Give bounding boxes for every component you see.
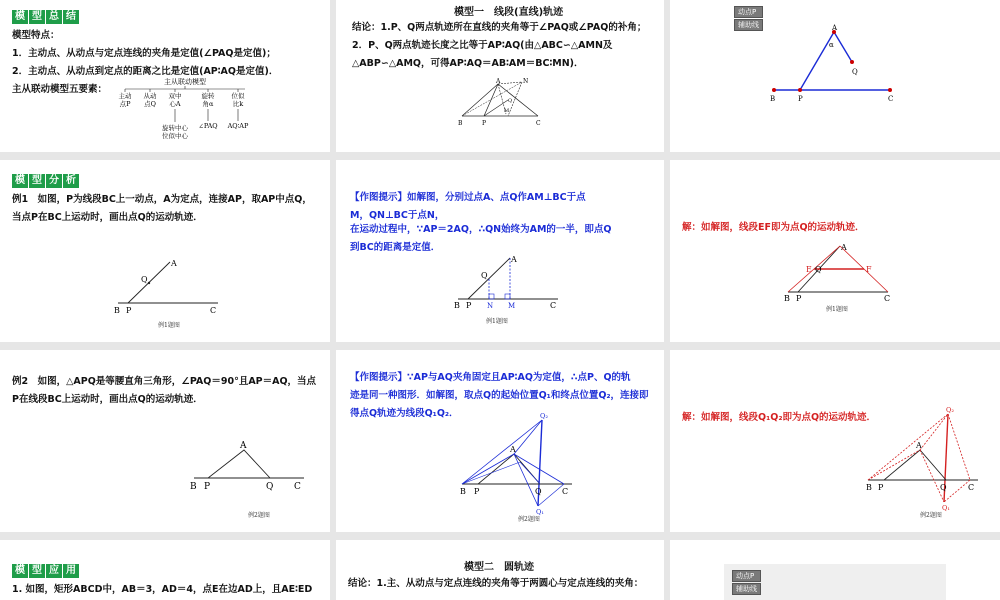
- svg-text:B: B: [866, 483, 872, 492]
- example-1-answer-figure: [784, 240, 894, 302]
- svg-text:C: C: [888, 95, 894, 103]
- example-2-text: 例2 如图，△APQ是等腰直角三角形，∠PAQ＝90°且AP＝AQ，当点: [12, 376, 317, 387]
- svg-text:B: B: [460, 487, 466, 496]
- svg-text:A: A: [510, 445, 516, 454]
- svg-text:A: A: [841, 243, 847, 252]
- slide-title: 模型一 线段(直线)轨迹: [454, 7, 564, 18]
- auxiliary-line-button[interactable]: 辅助线: [734, 19, 763, 31]
- svg-text:M: M: [504, 108, 510, 114]
- model-one-figure: [458, 78, 548, 128]
- figure-caption: 例1题图: [826, 306, 848, 313]
- svg-text:N: N: [523, 78, 529, 85]
- animation-buttons: [734, 6, 763, 31]
- figure-caption: 例2题图: [248, 512, 270, 519]
- features-label: 模型特点：: [12, 30, 60, 41]
- slide-model-one-animation: [670, 0, 1000, 152]
- svg-text:Q: Q: [266, 482, 274, 492]
- auxiliary-line-button[interactable]: 辅助线: [732, 583, 761, 595]
- tree-leaf-double-center: 双中: [168, 92, 182, 100]
- svg-text:A: A: [511, 255, 517, 264]
- figure-caption: 例1题图: [158, 322, 180, 329]
- svg-text:B: B: [458, 120, 463, 127]
- example-2-figure: [190, 436, 310, 494]
- tree-leaf-similarity-ratio: 位似: [231, 92, 245, 100]
- hint-line-4: 到BC的距离是定值．: [350, 242, 441, 253]
- svg-text:P: P: [204, 482, 211, 492]
- svg-text:E: E: [806, 265, 812, 274]
- five-elements-label: 主从联动模型五要素：: [12, 84, 108, 95]
- tree-leaf-follower-point: 从动: [143, 92, 157, 100]
- figure-caption: 例2题图: [518, 516, 540, 523]
- conclusion-1: 结论：1.P、Q两点轨迹所在直线的夹角等于∠PAQ或∠PAQ的补角；: [352, 22, 647, 33]
- svg-text:Q: Q: [508, 98, 513, 104]
- slide-example-2-hint: [336, 350, 664, 532]
- svg-text:P: P: [796, 294, 802, 303]
- svg-text:N: N: [487, 302, 494, 310]
- svg-text:Q: Q: [481, 271, 488, 280]
- svg-text:C: C: [210, 306, 217, 315]
- feature-point-2: 2．主动点、从动点到定点的距离之比是定值(AP∶AQ是定值)．: [12, 66, 279, 77]
- slide-title: 模型二 圆轨迹: [464, 562, 534, 573]
- svg-text:比k: 比k: [232, 100, 244, 108]
- svg-text:B: B: [190, 482, 197, 492]
- move-point-p-button[interactable]: 动点P: [732, 570, 761, 582]
- example-1-figure: [114, 256, 224, 316]
- svg-text:Q₁: Q₁: [536, 508, 544, 516]
- svg-text:A: A: [916, 441, 922, 450]
- svg-text:P: P: [466, 301, 472, 310]
- example-1-text: 例1 如图，P为线段BC上一动点，A为定点，连接AP，取AP中点Q，: [12, 194, 312, 205]
- example-2-hint-figure: [460, 412, 580, 516]
- animation-buttons: [732, 570, 761, 595]
- tree-leaf-rotation-angle: 旋转: [201, 92, 215, 100]
- svg-text:位似中心: 位似中心: [162, 132, 188, 140]
- hint-line-2: M，QN⊥BC于点N，: [350, 210, 445, 221]
- svg-text:A: A: [832, 24, 838, 32]
- svg-text:P: P: [878, 483, 884, 492]
- svg-text:Q₁: Q₁: [942, 504, 950, 512]
- svg-text:C: C: [562, 487, 569, 496]
- svg-text:Q: Q: [815, 265, 822, 274]
- slide-model-summary: [0, 0, 330, 152]
- model-analysis-tag: 模 型 分 析: [12, 174, 79, 188]
- slide-example-2-answer: [670, 350, 1000, 532]
- svg-text:B: B: [114, 306, 120, 315]
- svg-text:C: C: [550, 301, 557, 310]
- svg-text:C: C: [968, 483, 975, 492]
- svg-text:Q₂: Q₂: [946, 406, 954, 414]
- svg-text:点P: 点P: [119, 100, 131, 108]
- slide-model-one-line-trajectory: [336, 0, 664, 152]
- tree-leaf-active-point: 主动: [118, 92, 132, 100]
- slide-model-two-animation: [670, 540, 1000, 600]
- tree-sub-centers: 旋转中心: [162, 124, 188, 132]
- conclusion-2a: 2．P、Q两点轨迹长度之比等于AP∶AQ(由△ABC∽△AMN及: [352, 40, 613, 51]
- svg-text:Q: Q: [852, 68, 858, 76]
- svg-text:A: A: [496, 78, 501, 85]
- tree-sub-angle: ∠PAQ: [198, 122, 218, 130]
- five-elements-tree-diagram: [115, 76, 255, 148]
- svg-text:C: C: [294, 482, 301, 492]
- svg-text:C: C: [884, 294, 891, 303]
- svg-text:F: F: [866, 265, 872, 274]
- svg-text:角α: 角α: [202, 100, 214, 108]
- conclusion-2b: △ABP∽△AMQ，可得AP∶AQ＝AB∶AM＝BC∶MN)．: [352, 58, 584, 69]
- hint-line-2: 迹是同一种图形．如解图，取点Q的起始位置Q₁和终点位置Q₂，连接即: [350, 390, 649, 401]
- svg-text:心A: 心A: [169, 100, 181, 108]
- answer-text: 解：如解图，线段Q₁Q₂即为点Q的运动轨迹．: [682, 412, 877, 423]
- svg-text:点Q: 点Q: [144, 100, 156, 108]
- problem-1-text: 1. 如图，矩形ABCD中，AB＝3，AD＝4，点E在边AD上，且AE∶ED: [12, 584, 313, 595]
- example-2-text-2: P在线段BC上运动时，画出点Q的运动轨迹．: [12, 394, 203, 405]
- slide-model-two-circle-trajectory: [336, 540, 664, 600]
- example-1-text-2: 当点P在BC上运动时，画出点Q的运动轨迹．: [12, 212, 203, 223]
- figure-caption: 例1题图: [486, 318, 508, 325]
- svg-text:P: P: [798, 95, 803, 103]
- model-summary-tag: 模 型 总 结: [12, 10, 79, 24]
- hint-line-3: 得点Q轨迹为线段Q₁Q₂．: [350, 408, 459, 419]
- svg-text:Q: Q: [141, 275, 148, 284]
- slide-model-application: [0, 540, 330, 600]
- move-point-p-button[interactable]: 动点P: [734, 6, 763, 18]
- model-application-tag: 模 型 应 用: [12, 564, 79, 578]
- svg-text:M: M: [508, 302, 516, 310]
- svg-text:α: α: [829, 41, 834, 49]
- svg-text:B: B: [770, 95, 776, 103]
- tree-sub-ratio: AQ∶AP: [227, 122, 249, 130]
- conclusion-1: 结论：1.主、从动点与定点连线的夹角等于两圆心与定点连线的夹角：: [348, 578, 644, 589]
- example-1-hint-figure: [454, 252, 564, 312]
- slide-model-analysis-example-1: [0, 160, 330, 342]
- svg-text:Q₂: Q₂: [540, 412, 548, 420]
- answer-text: 解：如解图，线段EF即为点Q的运动轨迹．: [682, 222, 865, 233]
- slide-example-1-hint: [336, 160, 664, 342]
- svg-text:Q: Q: [940, 483, 947, 492]
- hint-line-3: 在运动过程中，∵AP＝2AQ，∴QN始终为AM的一半，即点Q: [350, 224, 612, 235]
- svg-text:P: P: [482, 120, 487, 127]
- svg-text:C: C: [536, 120, 541, 127]
- svg-text:Q: Q: [535, 487, 542, 496]
- svg-text:B: B: [784, 294, 790, 303]
- tree-root: 主从联动模型: [164, 78, 206, 86]
- animation-figure: [768, 24, 898, 104]
- svg-text:P: P: [126, 306, 132, 315]
- svg-text:B: B: [454, 301, 460, 310]
- svg-text:P: P: [474, 487, 480, 496]
- svg-text:A: A: [171, 259, 177, 268]
- hint-line-1: 【作图提示】∵AP与AQ夹角固定且AP∶AQ为定值，∴点P、Q的轨: [350, 372, 631, 383]
- hint-line-1: 【作图提示】如解图，分别过点A、点Q作AM⊥BC于点: [350, 192, 586, 203]
- figure-caption: 例2题图: [920, 512, 942, 519]
- svg-text:A: A: [240, 441, 247, 451]
- slide-example-1-answer: [670, 160, 1000, 342]
- slide-example-2: [0, 350, 330, 532]
- feature-point-1: 1．主动点、从动点与定点连线的夹角是定值(∠PAQ是定值)；: [12, 48, 276, 59]
- example-2-answer-figure: [866, 406, 984, 512]
